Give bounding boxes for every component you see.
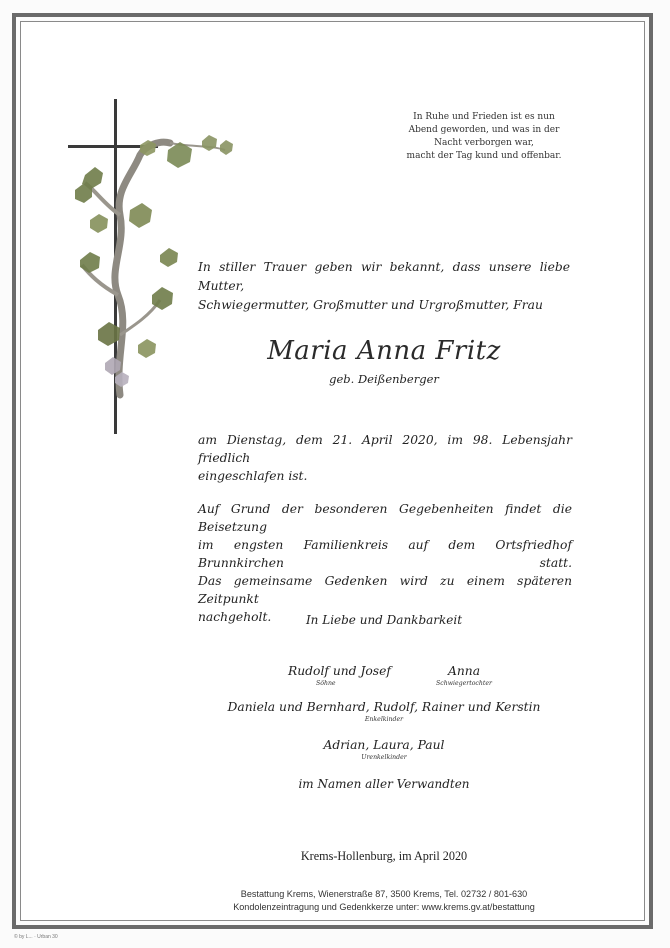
funeral-line: Auf Grund der besonderen Gegebenheiten findet die Beisetzung: [198, 502, 572, 534]
footer-line: Kondolenzeintragung und Gedenkkerze unter: www.krems.gv.at/bestattung: [233, 902, 535, 912]
place-date: Krems-Hollenburg, im April 2020: [300, 849, 468, 863]
thanks-line: In Liebe und Dankbarkeit: [305, 613, 463, 627]
funeral-line: Das gemeinsame Gedenken wird zu einem späteren Zeitpunkt: [198, 574, 572, 606]
quote-line: macht der Tag kund und offenbar.: [406, 151, 562, 161]
quote-line: In Ruhe und Frieden ist es nun: [413, 112, 555, 122]
funeral-notice: [198, 500, 572, 626]
announcement-line: Schwiegermutter, Großmutter und Urgroßmutter, Frau: [198, 298, 543, 312]
deceased-name: Maria Anna Fritz: [267, 336, 501, 366]
grandchildren-label: Enkelkinder: [364, 716, 404, 723]
epigraph-quote: [384, 111, 584, 163]
funeral-line: nachgeholt.: [198, 610, 272, 624]
great-grandchildren-names: Adrian, Laura, Paul: [323, 738, 445, 752]
daughter-in-law: [419, 660, 509, 687]
family-row-children: [198, 660, 570, 690]
maiden-name: geb. Deißenberger: [329, 372, 439, 386]
image-credit: © by L... · Urban 30: [14, 934, 58, 940]
quote-line: Nacht verborgen war,: [434, 138, 534, 148]
family-row-grandchildren: [198, 696, 570, 723]
funeral-line: im engsten Familienkreis auf dem Ortsfriedhof Brunnkirchen statt.: [198, 538, 572, 570]
sons-names: Rudolf und Josef: [288, 664, 391, 678]
footer-line: Bestattung Krems, Wienerstraße 87, 3500 Krems, Tel. 02732 / 801-630: [240, 889, 528, 899]
quote-line: Abend geworden, und was in der: [408, 125, 560, 135]
daughter-in-law-label: Schwiegertochter: [436, 680, 492, 687]
family-row-great-grandchildren: [198, 734, 570, 761]
great-grandchildren-label: Urenkelkinder: [361, 754, 407, 761]
death-line: am Dienstag, dem 21. April 2020, im 98. Lebensjahr friedlich: [198, 433, 572, 465]
grandchildren-names: Daniela und Bernhard, Rudolf, Rainer und Kerstin: [227, 700, 541, 714]
death-line: eingeschlafen ist.: [198, 469, 308, 483]
announcement-line: In stiller Trauer geben wir bekannt, dass unsere liebe Mutter,: [198, 260, 570, 293]
sons-label: Söhne: [316, 680, 336, 687]
announcement-text: [198, 258, 570, 315]
relatives-line: im Namen aller Verwandten: [298, 777, 470, 791]
death-notice: [198, 431, 572, 485]
daughter-in-law-name: Anna: [447, 664, 481, 678]
sons: [288, 660, 398, 687]
footer-contact: [198, 888, 570, 914]
